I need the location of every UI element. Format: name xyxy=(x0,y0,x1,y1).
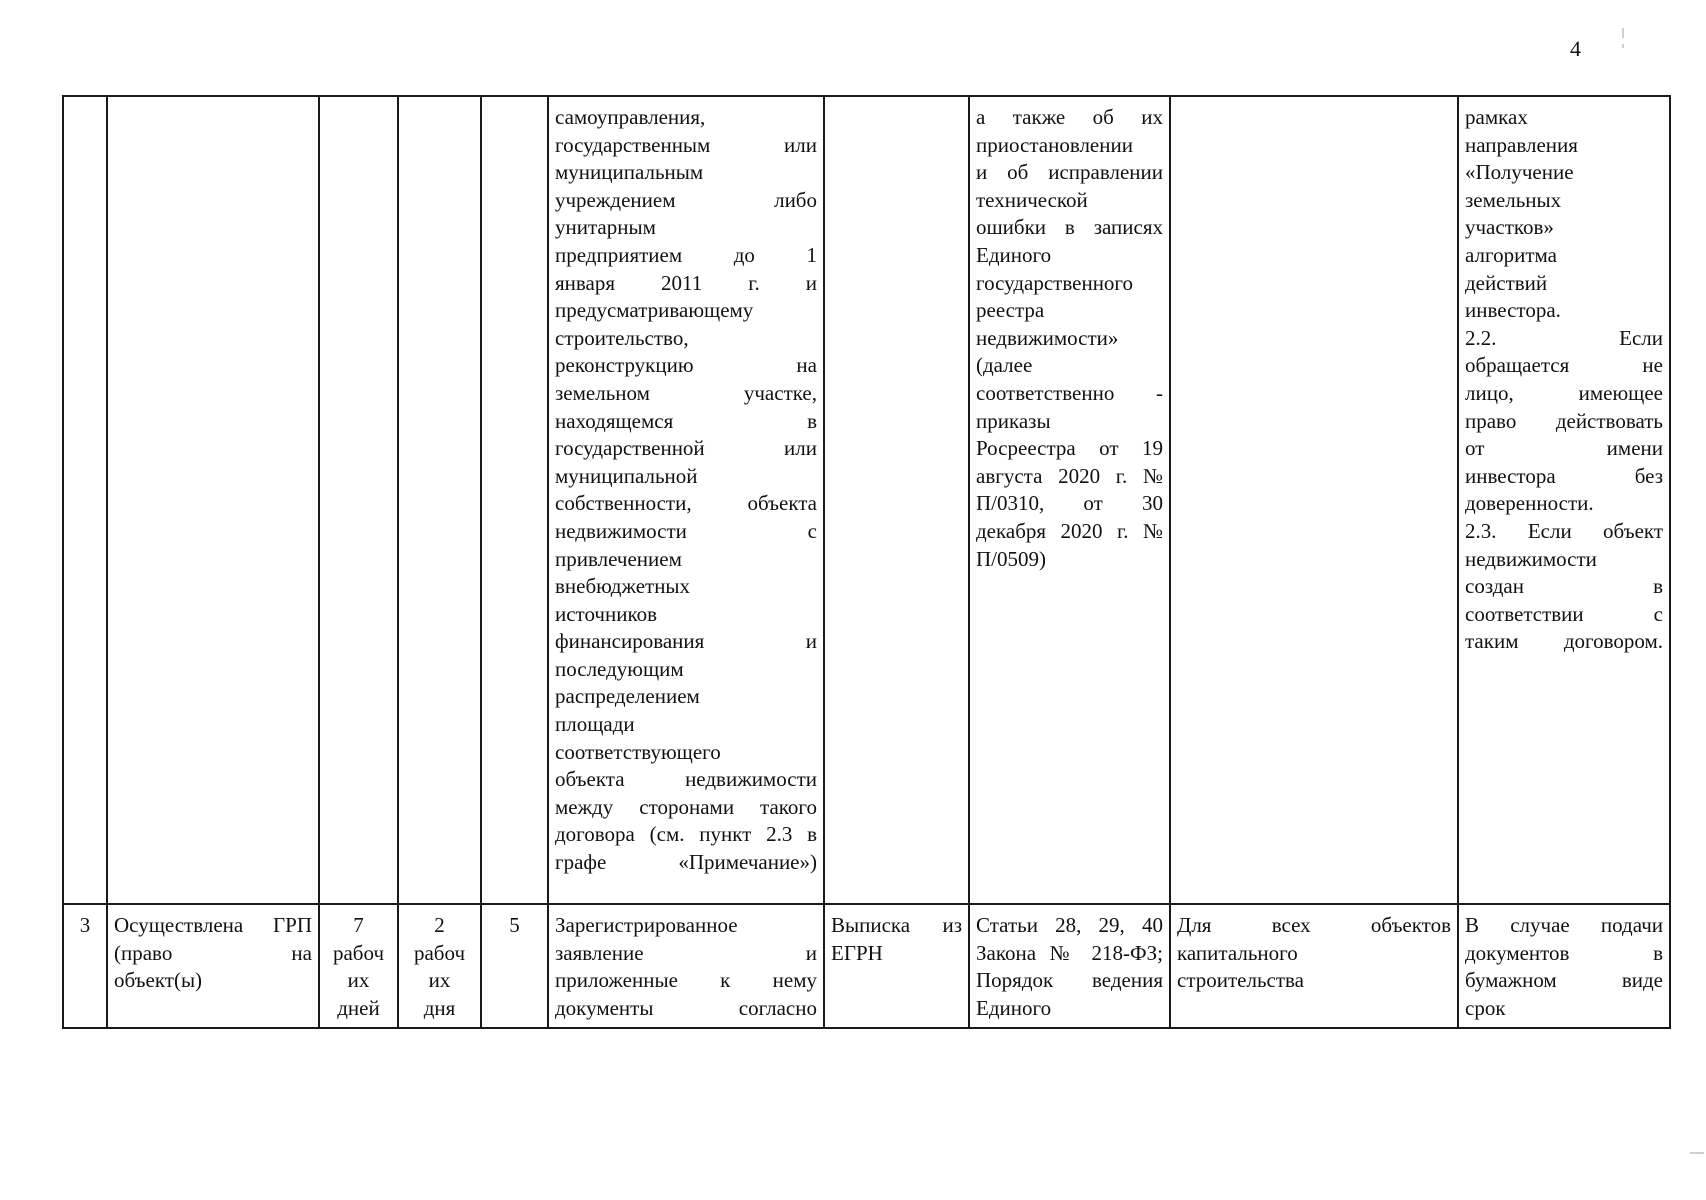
scan-edge-mark xyxy=(1622,44,1624,48)
cell-output-documents xyxy=(824,96,969,904)
cell-line: действий xyxy=(1465,270,1548,295)
cell-line: между сторонами такого xyxy=(555,794,817,819)
cell-line: 7 xyxy=(353,913,364,937)
cell-output-documents xyxy=(824,904,969,1028)
cell-term-min xyxy=(398,96,481,904)
cell-line: направления xyxy=(1465,132,1578,157)
cell-line: реестра xyxy=(976,298,1045,323)
cell-line: Статьи 28, 29, 40 xyxy=(976,913,1163,937)
cell-line: земельных xyxy=(1465,187,1562,212)
cell-line: Закона № 218-ФЗ; xyxy=(976,940,1163,965)
cell-line: лицо, имеющее xyxy=(1465,380,1663,405)
cell-line: учреждением либо xyxy=(555,187,817,212)
cell-line: таким договором. xyxy=(1465,629,1663,654)
cell-line: муниципальным xyxy=(555,160,704,185)
cell-line: предприятием до 1 xyxy=(555,242,817,267)
cell-applicability xyxy=(1170,96,1458,904)
cell-line: и об исправлении xyxy=(976,160,1163,185)
cell-line: распределением xyxy=(555,684,700,709)
cell-line: Единого xyxy=(976,995,1052,1020)
cell-line: 2 xyxy=(434,913,445,937)
cell-line: их xyxy=(428,968,451,993)
cell-line: строительства xyxy=(1177,968,1305,993)
cell-line: реконструкцию на xyxy=(555,353,817,378)
cell-number xyxy=(63,96,107,904)
cell-line: площади xyxy=(555,712,635,737)
cell-line: инвестора. xyxy=(1465,298,1561,323)
cell-legal-basis xyxy=(969,904,1170,1028)
cell-line: Единого xyxy=(976,242,1052,267)
cell-line: рабоч xyxy=(413,940,466,965)
cell-line: собственности, объекта xyxy=(555,491,817,516)
cell-line: документов в xyxy=(1465,940,1663,965)
cell-line: от имени xyxy=(1465,436,1663,461)
cell-line: объект(ы) xyxy=(114,968,203,993)
cell-line: инвестора без xyxy=(1465,463,1663,488)
cell-applicability xyxy=(1170,904,1458,1028)
cell-line: муниципальной xyxy=(555,463,698,488)
cell-legal-basis xyxy=(969,96,1170,904)
cell-line: (право на xyxy=(114,940,312,965)
cell-number: 3 xyxy=(63,904,107,1028)
cell-line: соответствии с xyxy=(1465,601,1663,626)
cell-line: Выписка из xyxy=(831,913,962,937)
cell-line: унитарным xyxy=(555,215,656,240)
table-row-continued xyxy=(63,96,1670,904)
cell-result xyxy=(107,96,319,904)
cell-line: Росреестра от 19 xyxy=(976,436,1163,461)
cell-line: срок xyxy=(1465,995,1506,1020)
cell-line: «Получение xyxy=(1465,160,1574,185)
cell-docs-count xyxy=(481,96,548,904)
cell-line: участков» xyxy=(1465,215,1554,240)
cell-term-max xyxy=(319,96,398,904)
cell-line: (далее xyxy=(976,353,1033,378)
cell-line: графе «Примечание») xyxy=(555,850,817,875)
cell-line: а также об их xyxy=(976,105,1163,129)
cell-line: рабоч xyxy=(332,940,385,965)
cell-line: приложенные к нему xyxy=(555,968,817,993)
cell-line: последующим xyxy=(555,656,684,681)
cell-term-max xyxy=(319,904,398,1028)
cell-line: алгоритма xyxy=(1465,242,1557,267)
cell-line: 2.2. Если xyxy=(1465,325,1663,350)
cell-line: Для всех объектов xyxy=(1177,913,1451,937)
cell-line: П/0509) xyxy=(976,546,1046,571)
cell-line: дня xyxy=(423,995,456,1020)
cell-note xyxy=(1458,96,1670,904)
cell-line: рамках xyxy=(1465,105,1528,129)
cell-line: объекта недвижимости xyxy=(555,767,817,792)
cell-line: Порядок ведения xyxy=(976,968,1163,993)
cell-line: бумажном виде xyxy=(1465,968,1663,993)
cell-line: обращается не xyxy=(1465,353,1663,378)
cell-line: доверенности. xyxy=(1465,491,1594,516)
cell-line: недвижимости с xyxy=(555,518,817,543)
cell-line: государственного xyxy=(976,270,1134,295)
cell-line: договора (см. пункт 2.3 в xyxy=(555,822,817,847)
cell-line: Осуществлена ГРП xyxy=(114,913,312,937)
cell-line: августа 2020 г. № xyxy=(976,463,1163,488)
cell-line: января 2011 г. и xyxy=(555,270,817,295)
cell-line: привлечением xyxy=(555,546,682,571)
cell-line: источников xyxy=(555,601,658,626)
cell-line: их xyxy=(347,968,370,993)
cell-input-documents xyxy=(548,904,824,1028)
cell-term-min xyxy=(398,904,481,1028)
cell-line: ЕГРН xyxy=(831,940,883,965)
cell-line: недвижимости» xyxy=(976,325,1119,350)
cell-line: Зарегистрированное xyxy=(555,913,738,937)
cell-line: государственным или xyxy=(555,132,817,157)
scan-edge-mark xyxy=(1690,1152,1704,1154)
cell-line: недвижимости xyxy=(1465,546,1597,571)
cell-input-documents xyxy=(548,96,824,904)
cell-line: соответственно - xyxy=(976,380,1163,405)
cell-line: заявление и xyxy=(555,940,817,965)
cell-line: находящемся в xyxy=(555,408,817,433)
cell-line: внебюджетных xyxy=(555,574,691,599)
cell-line: строительство, xyxy=(555,325,689,350)
cell-line: земельном участке, xyxy=(555,380,817,405)
cell-line: государственной или xyxy=(555,436,817,461)
cell-line: капитального xyxy=(1177,940,1298,965)
cell-line: документы согласно xyxy=(555,995,817,1020)
cell-docs-count: 5 xyxy=(481,904,548,1028)
cell-line: П/0310, от 30 xyxy=(976,491,1163,516)
cell-line: 2.3. Если объект xyxy=(1465,518,1663,543)
cell-result xyxy=(107,904,319,1028)
cell-line: создан в xyxy=(1465,574,1663,599)
cell-line: декабря 2020 г. № xyxy=(976,518,1163,543)
table-row-3 xyxy=(63,904,1670,1028)
page-number: 4 xyxy=(1570,36,1581,61)
cell-line: предусматривающему xyxy=(555,298,754,323)
cell-note xyxy=(1458,904,1670,1028)
cell-line: технической xyxy=(976,187,1088,212)
cell-line: приостановлении xyxy=(976,132,1133,157)
scan-edge-mark xyxy=(1622,28,1624,38)
cell-line: соответствующего xyxy=(555,739,721,764)
cell-line: В случае подачи xyxy=(1465,913,1663,937)
cell-line: право действовать xyxy=(1465,408,1663,433)
cell-line: самоуправления, xyxy=(555,105,706,129)
cell-line: приказы xyxy=(976,408,1051,433)
cell-line: ошибки в записях xyxy=(976,215,1163,240)
cell-line: финансирования и xyxy=(555,629,817,654)
requirements-table xyxy=(62,95,1671,1029)
cell-line: дней xyxy=(337,995,380,1020)
